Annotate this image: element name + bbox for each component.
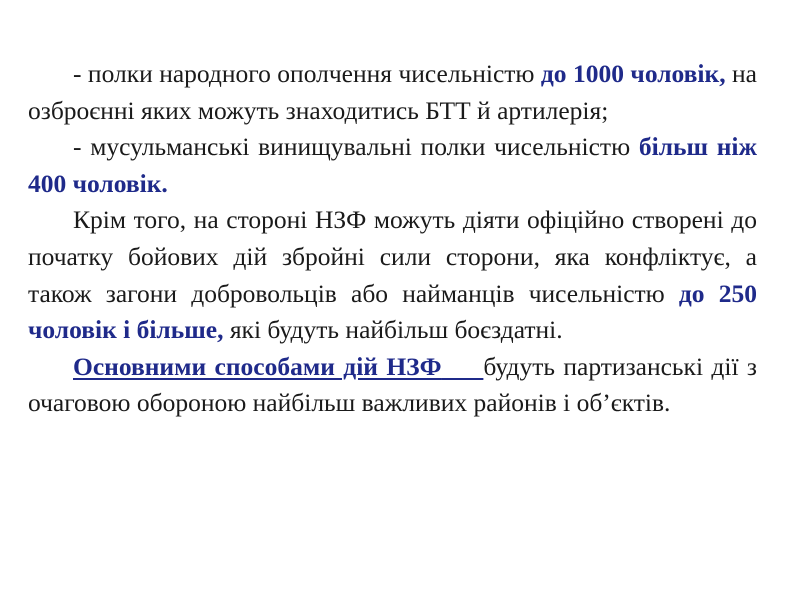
other-forces-size-highlight: до 250 чоловік і більше, xyxy=(28,278,757,345)
muslim-text-1: - мусульманські винищувальні полки чисельністю xyxy=(73,132,639,162)
paragraph-militia-regiments xyxy=(28,56,757,129)
muslim-size-highlight: більш ніж 400 чоловік. xyxy=(28,132,758,198)
militia-size-highlight: до 1000 чоловік, xyxy=(540,59,726,88)
paragraph-other-forces xyxy=(28,202,757,348)
underline-gap xyxy=(442,352,484,381)
main-methods-text: будуть партизанські дії з очаговою обороною найбільш важливих районів і об’єктів. xyxy=(28,351,757,418)
main-methods-heading: Основними способами дій НЗФ xyxy=(73,351,442,381)
paragraph-main-methods xyxy=(28,349,757,422)
other-forces-text-2: які будуть найбільш боєздатні. xyxy=(223,315,563,345)
paragraph-muslim-regiments xyxy=(28,129,757,202)
militia-text-1: - полки народного ополчення чисельністю xyxy=(73,59,541,88)
militia-text-2: на озброєнні яких можуть знаходитись БТТ й артилерія; xyxy=(28,59,757,125)
other-forces-text-1: Крім того, на стороні НЗФ можуть діяти офіційно створені до початку бойових дій збройні сили сторони, яка конфліктує, а також загони добровольців або найманців чисельністю xyxy=(28,205,757,308)
slide-body-text xyxy=(28,56,757,422)
